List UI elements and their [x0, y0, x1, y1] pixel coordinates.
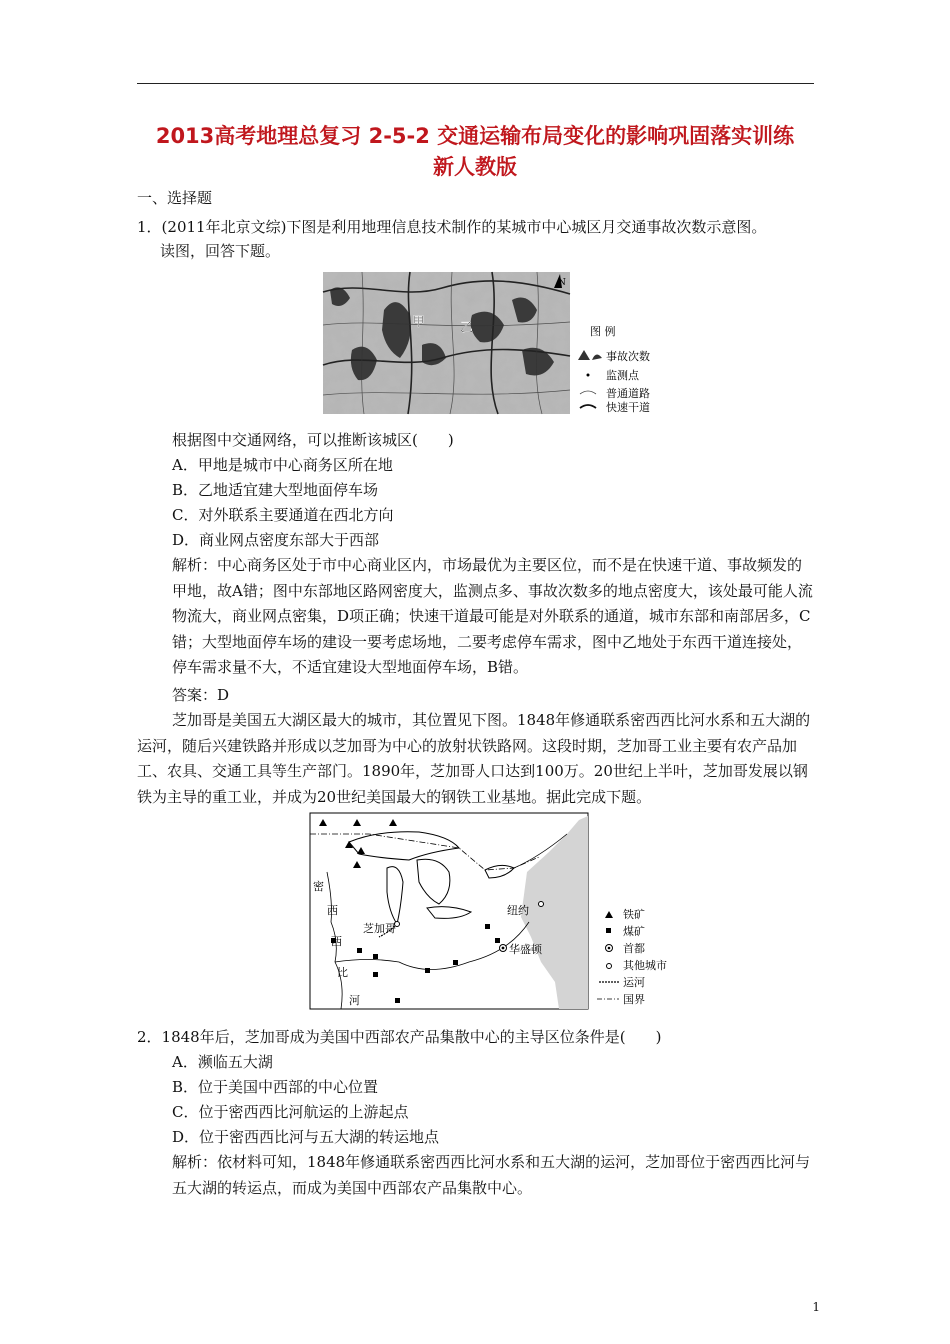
q1-option-d: D．商业网点密度东部大于西部 [172, 531, 380, 549]
accident-map-figure [322, 270, 667, 418]
chicago-passage: 芝加哥是美国五大湖区最大的城市，其位置见下图。1848年修通联系密西西比河水系和五大湖的运河，随后兴建铁路并形成以芝加哥为中心的放射状铁路网。这段时期，芝加哥工业主要有农产品加工、农具、交通工具等生产部门。1890年，芝加哥人口达到100万。20世纪上半叶，芝加哥发展以钢铁为主导的重工业，并成为20世纪美国最大的钢铁工业基地。据此完成下题。 [137, 711, 811, 806]
legend-title: 图 例 [590, 325, 616, 338]
legend-item-monitor: 监测点 [606, 369, 639, 382]
great-lakes-map-figure [309, 812, 674, 1012]
title-line-2: 新人教版 [433, 155, 517, 179]
coal-icon [606, 928, 611, 933]
q2-stem: 2．1848年后，芝加哥成为美国中西部农产品集散中心的主导区位条件是( ) [137, 1028, 662, 1046]
legend-item-expressway: 快速干道 [606, 401, 650, 414]
q2-option-a: A．濒临五大湖 [172, 1053, 273, 1071]
iron-ore-icon [605, 911, 613, 918]
label-yi: 乙 [460, 321, 474, 336]
header-rule [137, 83, 814, 84]
river-char-4: 比 [337, 966, 348, 979]
q1-question: 根据图中交通网络，可以推断该城区( ) [172, 431, 454, 449]
title-line-1: 2013高考地理总复习 2-5-2 交通运输布局变化的影响巩固落实训练 [155, 124, 795, 148]
north-label: N [558, 278, 566, 288]
legend-city: 其他城市 [623, 959, 667, 972]
q1-answer: 答案：D [172, 686, 230, 704]
newyork-marker [539, 902, 544, 907]
city-icon [607, 964, 612, 969]
legend-iron: 铁矿 [623, 908, 645, 921]
river-char-3: 西 [331, 935, 342, 948]
legend-capital: 首都 [623, 942, 645, 955]
q2-option-c: C．位于密西西比河航运的上游起点 [172, 1103, 409, 1121]
expressway-legend-icon [580, 405, 596, 408]
label-jia: 甲 [412, 315, 426, 330]
section-heading: 一、选择题 [137, 189, 213, 207]
q1-option-b: B．乙地适宜建大型地面停车场 [172, 481, 379, 499]
q1-option-a: A．甲地是城市中心商务区所在地 [172, 456, 393, 474]
legend-canal: 运河 [623, 976, 645, 989]
legend-border: 国界 [623, 993, 645, 1006]
q2-analysis: 解析：依材料可知，1848年修通联系密西西比河水系和五大湖的运河，芝加哥位于密西西比河与五大湖的转运点，而成为美国中西部农产品集散中心。 [172, 1153, 811, 1197]
q2-option-d: D．位于密西西比河与五大湖的转运地点 [172, 1128, 440, 1146]
document-title [120, 121, 830, 183]
river-char-1: 密 [313, 880, 324, 893]
q1-stem-line1: 1．(2011年北京文综)下图是利用地理信息技术制作的某城市中心城区月交通事故次数示意图。 [137, 218, 767, 236]
legend-item-road: 普通道路 [606, 387, 650, 400]
label-washington: 华盛顿 [509, 943, 542, 956]
river-char-2: 西 [327, 904, 338, 917]
monitor-point-icon [587, 374, 590, 377]
river-char-5: 河 [349, 994, 360, 1007]
q1-analysis: 解析：中心商务区处于市中心商业区内，市场最优为主要区位，而不是在快速干道、事故频发的甲地，故A错；图中东部地区路网密度大，监测点多、事故次数多的地点密度大，该处最可能人流物流大，商业网点密集，D项正确；快速干道最可能是对外联系的通道，城市东部和南部居多，C错；大型地面停车场的建设一要考虑场地，二要考虑停车需求，图中乙地处于东西干道连接处，停车需求量不大，不适宜建设大型地面停车场，B错。 [172, 556, 813, 676]
legend-coal: 煤矿 [623, 925, 645, 938]
q1-stem-line2: 读图，回答下题。 [160, 242, 281, 260]
road-legend-icon [580, 391, 596, 394]
label-newyork: 纽约 [507, 904, 529, 917]
page-number: 1 [812, 1300, 820, 1314]
accident-legend-icon [578, 350, 602, 360]
label-chicago: 芝加哥 [363, 922, 396, 935]
q1-option-c: C．对外联系主要通道在西北方向 [172, 506, 394, 524]
q2-option-b: B．位于美国中西部的中心位置 [172, 1078, 379, 1096]
legend-item-accidents: 事故次数 [606, 350, 650, 363]
